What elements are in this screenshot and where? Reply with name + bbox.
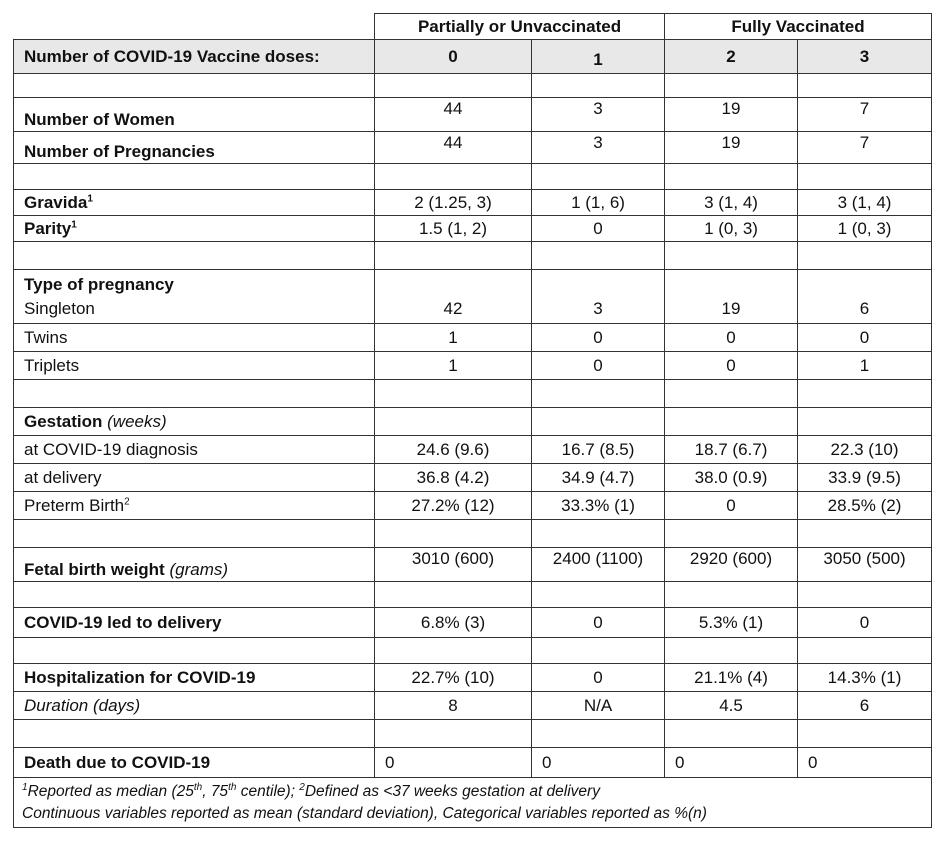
pregnancies-val-0: 44 xyxy=(375,132,532,164)
hospitalization-val-0: 22.7% (10) xyxy=(375,664,532,692)
triplets-val-2: 0 xyxy=(665,352,798,380)
pregnancies-label: Number of Pregnancies xyxy=(14,132,375,164)
preterm-val-3: 28.5% (2) xyxy=(798,492,932,520)
spacer-row xyxy=(14,242,932,270)
pregnancies-val-3: 7 xyxy=(798,132,932,164)
spacer-row xyxy=(14,380,932,408)
twins-row xyxy=(14,324,932,352)
twins-val-1: 0 xyxy=(532,324,665,352)
women-label: Number of Women xyxy=(14,98,375,132)
triplets-val-0: 1 xyxy=(375,352,532,380)
led-delivery-label: COVID-19 led to delivery xyxy=(14,608,375,638)
pregnancy-type-label: Type of pregnancy xyxy=(14,270,375,296)
twins-val-0: 1 xyxy=(375,324,532,352)
birth-weight-val-0: 3010 (600) xyxy=(375,548,532,582)
preterm-val-1: 33.3% (1) xyxy=(532,492,665,520)
spacer-row xyxy=(14,720,932,748)
group-full-header: Fully Vaccinated xyxy=(665,14,932,40)
gravida-val-2: 3 (1, 4) xyxy=(665,190,798,216)
twins-val-2: 0 xyxy=(665,324,798,352)
gestation-delivery-row xyxy=(14,464,932,492)
parity-val-2: 1 (0, 3) xyxy=(665,216,798,242)
women-val-0: 44 xyxy=(375,98,532,132)
group-partial-header: Partially or Unvaccinated xyxy=(375,14,665,40)
birth-weight-label: Fetal birth weight (grams) xyxy=(14,548,375,582)
gestation-diagnosis-label: at COVID-19 diagnosis xyxy=(14,436,375,464)
preterm-val-0: 27.2% (12) xyxy=(375,492,532,520)
triplets-val-3: 1 xyxy=(798,352,932,380)
doses-2: 2 xyxy=(665,40,798,74)
footnote-line-1: $^1$Reported as median (25th, 75th centile); $^2$Defined as <37 weeks gestation at delivery xyxy=(22,781,600,800)
duration-val-0: 8 xyxy=(375,692,532,720)
footnote xyxy=(14,778,932,828)
triplets-val-1: 0 xyxy=(532,352,665,380)
gestation-diagnosis-val-0: 24.6 (9.6) xyxy=(375,436,532,464)
pregnancies-val-2: 19 xyxy=(665,132,798,164)
death-row xyxy=(14,748,932,778)
singleton-row xyxy=(14,296,932,324)
group-header-row xyxy=(14,14,932,40)
gestation-diagnosis-row xyxy=(14,436,932,464)
twins-label: Twins xyxy=(14,324,375,352)
spacer-row xyxy=(14,520,932,548)
gravida-val-0: 2 (1.25, 3) xyxy=(375,190,532,216)
led-delivery-row xyxy=(14,608,932,638)
parity-val-0: 1.5 (1, 2) xyxy=(375,216,532,242)
pregnancies-val-1: 3 xyxy=(532,132,665,164)
parity-val-3: 1 (0, 3) xyxy=(798,216,932,242)
spacer-row xyxy=(14,164,932,190)
preterm-row xyxy=(14,492,932,520)
parity-val-1: 0 xyxy=(532,216,665,242)
gestation-delivery-val-3: 33.9 (9.5) xyxy=(798,464,932,492)
led-delivery-val-1: 0 xyxy=(532,608,665,638)
doses-row xyxy=(14,40,932,74)
preterm-val-2: 0 xyxy=(665,492,798,520)
hospitalization-val-3: 14.3% (1) xyxy=(798,664,932,692)
women-row xyxy=(14,98,932,132)
singleton-val-0: 42 xyxy=(375,296,532,324)
duration-row xyxy=(14,692,932,720)
death-label: Death due to COVID-19 xyxy=(14,748,375,778)
duration-label: Duration (days) xyxy=(14,692,375,720)
preterm-label: Preterm Birth$^2$ xyxy=(14,492,375,520)
singleton-val-3: 6 xyxy=(798,296,932,324)
birth-weight-val-3: 3050 (500) xyxy=(798,548,932,582)
pregnancies-row xyxy=(14,132,932,164)
duration-val-1: N/A xyxy=(532,692,665,720)
parity-row xyxy=(14,216,932,242)
women-val-3: 7 xyxy=(798,98,932,132)
doses-0: 0 xyxy=(375,40,532,74)
gestation-delivery-val-1: 34.9 (4.7) xyxy=(532,464,665,492)
hospitalization-row xyxy=(14,664,932,692)
doses-1: 1 xyxy=(532,40,665,74)
birth-weight-row xyxy=(14,548,932,582)
death-val-0: 0 xyxy=(375,748,532,778)
spacer-row xyxy=(14,638,932,664)
footnote-line-2: Continuous variables reported as mean (standard deviation), Categorical variables reported as %(n) xyxy=(22,804,707,822)
twins-val-3: 0 xyxy=(798,324,932,352)
birth-weight-val-1: 2400 (1100) xyxy=(532,548,665,582)
led-delivery-val-0: 6.8% (3) xyxy=(375,608,532,638)
parity-label: Parity$^1$ xyxy=(14,216,375,242)
gravida-val-1: 1 (1, 6) xyxy=(532,190,665,216)
doses-3: 3 xyxy=(798,40,932,74)
spacer-row xyxy=(14,74,932,98)
gestation-diagnosis-val-2: 18.7 (6.7) xyxy=(665,436,798,464)
triplets-row xyxy=(14,352,932,380)
footnote-row xyxy=(14,778,932,828)
pregnancy-type-header-row xyxy=(14,270,932,296)
gravida-val-3: 3 (1, 4) xyxy=(798,190,932,216)
gestation-header-row xyxy=(14,408,932,436)
triplets-label: Triplets xyxy=(14,352,375,380)
gravida-label: Gravida$^1$ xyxy=(14,190,375,216)
hospitalization-val-1: 0 xyxy=(532,664,665,692)
duration-val-2: 4.5 xyxy=(665,692,798,720)
corner-cell xyxy=(14,14,375,40)
singleton-label: Singleton xyxy=(14,296,375,324)
doses-label: Number of COVID-19 Vaccine doses: xyxy=(14,40,375,74)
women-val-2: 19 xyxy=(665,98,798,132)
gestation-diagnosis-val-1: 16.7 (8.5) xyxy=(532,436,665,464)
gestation-diagnosis-val-3: 22.3 (10) xyxy=(798,436,932,464)
duration-val-3: 6 xyxy=(798,692,932,720)
gravida-row xyxy=(14,190,932,216)
death-val-3: 0 xyxy=(798,748,932,778)
singleton-val-2: 19 xyxy=(665,296,798,324)
women-val-1: 3 xyxy=(532,98,665,132)
hospitalization-val-2: 21.1% (4) xyxy=(665,664,798,692)
led-delivery-val-3: 0 xyxy=(798,608,932,638)
death-val-2: 0 xyxy=(665,748,798,778)
led-delivery-val-2: 5.3% (1) xyxy=(665,608,798,638)
covid-vaccine-pregnancy-table xyxy=(13,13,932,828)
gestation-delivery-val-0: 36.8 (4.2) xyxy=(375,464,532,492)
singleton-val-1: 3 xyxy=(532,296,665,324)
spacer-row xyxy=(14,582,932,608)
gestation-label: Gestation (weeks) xyxy=(14,408,375,436)
gestation-delivery-label: at delivery xyxy=(14,464,375,492)
gestation-delivery-val-2: 38.0 (0.9) xyxy=(665,464,798,492)
birth-weight-val-2: 2920 (600) xyxy=(665,548,798,582)
death-val-1: 0 xyxy=(532,748,665,778)
hospitalization-label: Hospitalization for COVID-19 xyxy=(14,664,375,692)
